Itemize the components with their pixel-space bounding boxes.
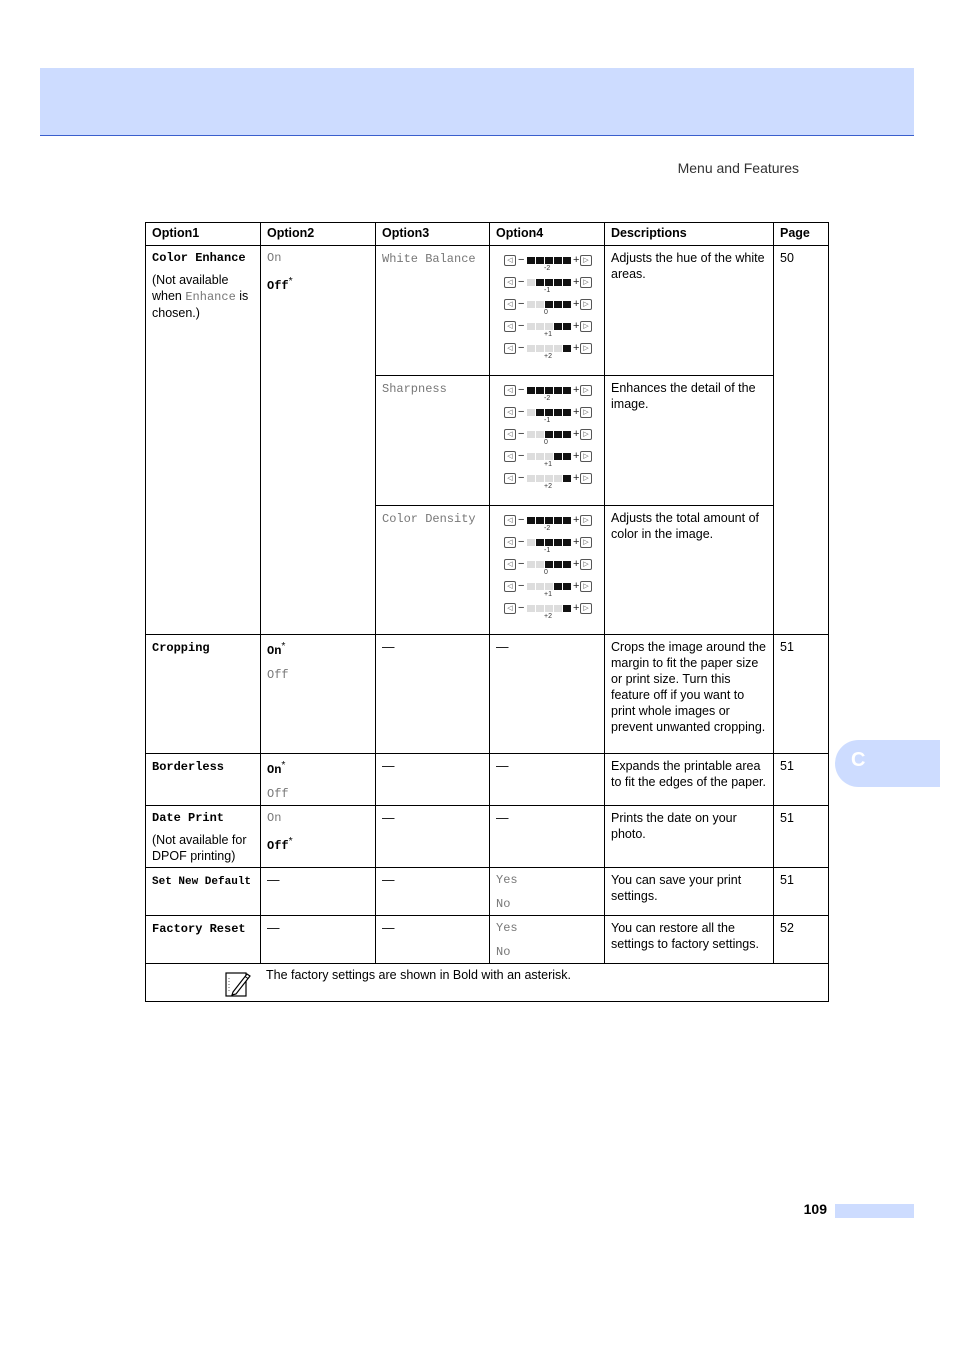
level-segment [554, 539, 562, 546]
level-label: -2 [544, 525, 551, 532]
level-slider [496, 296, 599, 318]
left-arrow-icon: ◁ [504, 343, 516, 354]
level-slider [496, 578, 599, 600]
right-arrow-icon: ▷ [580, 255, 592, 266]
footnote-text: The factory settings are shown in Bold with an asterisk. [266, 968, 572, 983]
level-segment [563, 387, 571, 394]
level-segment [554, 257, 562, 264]
col-header: Option1 [146, 223, 261, 246]
level-segment [536, 409, 544, 416]
level-segment [527, 387, 535, 394]
minus-icon: − [518, 320, 525, 332]
level-segment [536, 453, 544, 460]
left-arrow-icon: ◁ [504, 277, 516, 288]
level-segment [527, 323, 535, 330]
note-pencil-icon [224, 970, 252, 998]
option4-cell [490, 246, 605, 376]
right-arrow-icon: ▷ [580, 559, 592, 570]
level-segment [536, 605, 544, 612]
right-arrow-icon: ▷ [580, 299, 592, 310]
level-slider [496, 470, 599, 492]
level-segment [563, 409, 571, 416]
option3-cell: — [376, 868, 490, 916]
left-arrow-icon: ◁ [504, 321, 516, 332]
level-segment [554, 605, 562, 612]
option2-cell: — [261, 916, 376, 964]
level-bar [527, 605, 573, 613]
left-arrow-icon: ◁ [504, 451, 516, 462]
level-segment [536, 345, 544, 352]
level-slider [496, 252, 599, 274]
option4-cell: — [490, 754, 605, 806]
level-segment [563, 561, 571, 568]
description-cell: You can restore all the settings to factory settings. [605, 916, 774, 964]
minus-icon: − [518, 536, 525, 548]
right-arrow-icon: ▷ [580, 429, 592, 440]
level-label: +2 [544, 613, 552, 620]
level-segment [536, 279, 544, 286]
footnote-cell [146, 964, 829, 1002]
level-segment [527, 561, 535, 568]
level-segment [563, 257, 571, 264]
right-arrow-icon: ▷ [580, 407, 592, 418]
option2-cell: — [261, 868, 376, 916]
level-segment [545, 583, 553, 590]
right-arrow-icon: ▷ [580, 343, 592, 354]
header-band [40, 68, 914, 136]
slider-levels [496, 510, 599, 622]
option1-cell [146, 246, 261, 635]
table-row [146, 868, 829, 916]
level-bar [527, 517, 573, 525]
level-label: -1 [544, 417, 551, 424]
minus-icon: − [518, 450, 525, 462]
level-segment [554, 475, 562, 482]
option4-cell [490, 376, 605, 506]
col-header: Option4 [490, 223, 605, 246]
running-head: Menu and Features [677, 160, 799, 176]
plus-icon: + [573, 514, 580, 526]
level-label: 0 [544, 309, 548, 316]
level-label: +2 [544, 353, 552, 360]
level-segment [554, 323, 562, 330]
right-arrow-icon: ▷ [580, 473, 592, 484]
left-arrow-icon: ◁ [504, 429, 516, 440]
level-segment [536, 539, 544, 546]
level-segment [527, 453, 535, 460]
plus-icon: + [573, 342, 580, 354]
level-segment [545, 475, 553, 482]
option3-cell: — [376, 806, 490, 868]
level-segment [527, 301, 535, 308]
option1-cell: Factory Reset [146, 916, 261, 964]
level-segment [527, 257, 535, 264]
level-segment [545, 301, 553, 308]
level-label: -2 [544, 265, 551, 272]
option3-cell: Color Density [376, 506, 490, 635]
description-cell: Prints the date on your photo. [605, 806, 774, 868]
minus-icon: − [518, 428, 525, 440]
level-segment [545, 257, 553, 264]
left-arrow-icon: ◁ [504, 537, 516, 548]
slider-levels [496, 380, 599, 492]
level-segment [554, 583, 562, 590]
plus-icon: + [573, 580, 580, 592]
option3-cell: — [376, 635, 490, 754]
page-cell: 52 [774, 916, 829, 964]
table-row [146, 246, 829, 376]
level-slider [496, 426, 599, 448]
level-segment [536, 583, 544, 590]
level-segment [545, 605, 553, 612]
level-segment [563, 583, 571, 590]
level-bar [527, 583, 573, 591]
level-bar [527, 453, 573, 461]
level-segment [563, 323, 571, 330]
left-arrow-icon: ◁ [504, 581, 516, 592]
level-slider [496, 600, 599, 622]
level-segment [536, 431, 544, 438]
left-arrow-icon: ◁ [504, 603, 516, 614]
level-segment [527, 475, 535, 482]
level-bar [527, 561, 573, 569]
level-segment [536, 517, 544, 524]
col-header: Descriptions [605, 223, 774, 246]
description-cell: Enhances the detail of the image. [605, 376, 774, 506]
right-arrow-icon: ▷ [580, 515, 592, 526]
level-bar [527, 475, 573, 483]
left-arrow-icon: ◁ [504, 515, 516, 526]
right-arrow-icon: ▷ [580, 537, 592, 548]
option4-cell: Yes No [490, 916, 605, 964]
minus-icon: − [518, 298, 525, 310]
level-segment [545, 453, 553, 460]
table-header-row [146, 223, 829, 246]
level-slider [496, 534, 599, 556]
level-bar [527, 431, 573, 439]
level-segment [545, 517, 553, 524]
page-cell: 51 [774, 806, 829, 868]
col-header: Option2 [261, 223, 376, 246]
option1-cell: Set New Default [146, 868, 261, 916]
level-slider [496, 318, 599, 340]
plus-icon: + [573, 254, 580, 266]
option2-cell: On* Off [261, 635, 376, 754]
right-arrow-icon: ▷ [580, 321, 592, 332]
settings-table [145, 222, 829, 1002]
description-cell: Adjusts the hue of the white areas. [605, 246, 774, 376]
level-label: +1 [544, 461, 552, 468]
description-cell: Adjusts the total amount of color in the image. [605, 506, 774, 635]
plus-icon: + [573, 384, 580, 396]
option4-cell: — [490, 635, 605, 754]
value-off-default: Off* [267, 276, 293, 294]
minus-icon: − [518, 602, 525, 614]
option2-cell: On* Off [261, 754, 376, 806]
option1-cell: Date Print (Not available for DPOF printing) [146, 806, 261, 868]
level-segment [554, 431, 562, 438]
page-cell: 50 [774, 246, 829, 635]
option1-cell: Borderless [146, 754, 261, 806]
plus-icon: + [573, 298, 580, 310]
page-cell: 51 [774, 635, 829, 754]
table-row [146, 806, 829, 868]
plus-icon: + [573, 536, 580, 548]
level-segment [563, 345, 571, 352]
plus-icon: + [573, 602, 580, 614]
level-slider [496, 448, 599, 470]
level-segment [554, 387, 562, 394]
option3-cell: — [376, 916, 490, 964]
minus-icon: − [518, 384, 525, 396]
plus-icon: + [573, 428, 580, 440]
table-row [146, 635, 829, 754]
chapter-letter: C [851, 749, 866, 771]
level-label: -2 [544, 395, 551, 402]
col-header: Option3 [376, 223, 490, 246]
col-header: Page [774, 223, 829, 246]
plus-icon: + [573, 320, 580, 332]
level-segment [545, 345, 553, 352]
level-segment [536, 561, 544, 568]
plus-icon: + [573, 472, 580, 484]
right-arrow-icon: ▷ [580, 385, 592, 396]
option4-cell [490, 506, 605, 635]
level-bar [527, 301, 573, 309]
level-segment [554, 279, 562, 286]
description-cell: Expands the printable area to fit the edges of the paper. [605, 754, 774, 806]
level-label: -1 [544, 547, 551, 554]
value-on: On [267, 251, 282, 265]
level-segment [527, 409, 535, 416]
level-slider [496, 512, 599, 534]
minus-icon: − [518, 406, 525, 418]
level-segment [536, 257, 544, 264]
slider-levels [496, 250, 599, 362]
option3-cell: Sharpness [376, 376, 490, 506]
level-slider [496, 274, 599, 296]
minus-icon: − [518, 472, 525, 484]
page-cell: 51 [774, 754, 829, 806]
level-segment [536, 387, 544, 394]
level-segment [563, 517, 571, 524]
footnote-row [146, 964, 829, 1002]
page-number-bar [835, 1204, 914, 1218]
chapter-tab [835, 740, 940, 787]
option1-cell: Cropping [146, 635, 261, 754]
option2-cell: On Off* [261, 806, 376, 868]
plus-icon: + [573, 276, 580, 288]
level-segment [527, 517, 535, 524]
level-segment [527, 583, 535, 590]
level-segment [563, 431, 571, 438]
level-bar [527, 409, 573, 417]
level-slider [496, 340, 599, 362]
left-arrow-icon: ◁ [504, 473, 516, 484]
level-segment [536, 475, 544, 482]
level-segment [527, 279, 535, 286]
option3-cell: White Balance [376, 246, 490, 376]
level-segment [563, 475, 571, 482]
level-segment [554, 453, 562, 460]
minus-icon: − [518, 580, 525, 592]
level-segment [554, 517, 562, 524]
level-label: 0 [544, 569, 548, 576]
level-slider [496, 556, 599, 578]
page-number: 109 [803, 1201, 827, 1217]
level-bar [527, 539, 573, 547]
plus-icon: + [573, 558, 580, 570]
level-bar [527, 257, 573, 265]
level-label: -1 [544, 287, 551, 294]
option3-cell: — [376, 754, 490, 806]
minus-icon: − [518, 276, 525, 288]
level-segment [545, 539, 553, 546]
right-arrow-icon: ▷ [580, 451, 592, 462]
minus-icon: − [518, 558, 525, 570]
minus-icon: − [518, 514, 525, 526]
level-segment [563, 301, 571, 308]
level-segment [536, 301, 544, 308]
level-segment [545, 431, 553, 438]
level-segment [545, 561, 553, 568]
level-label: +2 [544, 483, 552, 490]
right-arrow-icon: ▷ [580, 277, 592, 288]
right-arrow-icon: ▷ [580, 581, 592, 592]
level-segment [563, 539, 571, 546]
table-row [146, 916, 829, 964]
level-bar [527, 387, 573, 395]
plus-icon: + [573, 406, 580, 418]
level-segment [527, 431, 535, 438]
availability-note: (Not available when Enhance is chosen.) [152, 273, 249, 320]
level-label: 0 [544, 439, 548, 446]
level-segment [545, 409, 553, 416]
table-row [146, 754, 829, 806]
level-bar [527, 323, 573, 331]
level-slider [496, 382, 599, 404]
minus-icon: − [518, 254, 525, 266]
level-segment [563, 453, 571, 460]
option-name: Color Enhance [152, 251, 246, 265]
description-cell: Crops the image around the margin to fit the paper size or print size. Turn this feature off if you want to print whole images or prevent unwanted cropping. [605, 635, 774, 754]
level-segment [554, 345, 562, 352]
level-segment [545, 279, 553, 286]
option4-cell: Yes No [490, 868, 605, 916]
level-segment [563, 605, 571, 612]
right-arrow-icon: ▷ [580, 603, 592, 614]
level-segment [527, 345, 535, 352]
level-label: +1 [544, 591, 552, 598]
plus-icon: + [573, 450, 580, 462]
level-bar [527, 279, 573, 287]
level-segment [554, 301, 562, 308]
minus-icon: − [518, 342, 525, 354]
level-segment [545, 387, 553, 394]
level-bar [527, 345, 573, 353]
page-cell: 51 [774, 868, 829, 916]
left-arrow-icon: ◁ [504, 559, 516, 570]
level-segment [563, 279, 571, 286]
left-arrow-icon: ◁ [504, 385, 516, 396]
level-segment [527, 605, 535, 612]
option2-cell [261, 246, 376, 635]
level-segment [527, 539, 535, 546]
level-segment [536, 323, 544, 330]
level-slider [496, 404, 599, 426]
level-segment [554, 409, 562, 416]
description-cell: You can save your print settings. [605, 868, 774, 916]
left-arrow-icon: ◁ [504, 407, 516, 418]
option4-cell: — [490, 806, 605, 868]
left-arrow-icon: ◁ [504, 299, 516, 310]
level-label: +1 [544, 331, 552, 338]
left-arrow-icon: ◁ [504, 255, 516, 266]
level-segment [554, 561, 562, 568]
level-segment [545, 323, 553, 330]
